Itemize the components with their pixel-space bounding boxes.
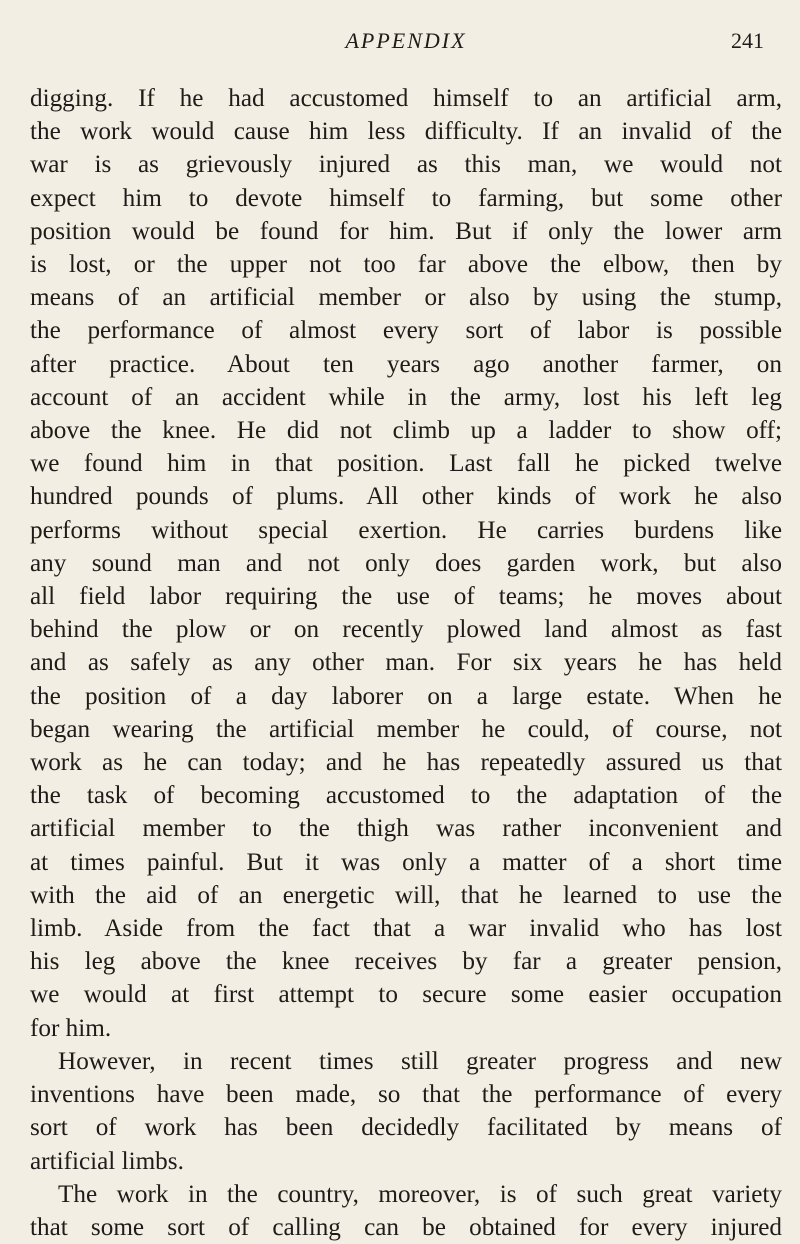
body-text (30, 82, 782, 1244)
text-line: position would be found for him. But if only the lower arm (30, 217, 782, 245)
text-line: all field labor requiring the use of teams; he moves about (30, 583, 782, 611)
paragraph-first-line: However, in recent times still greater progress and new (58, 1047, 782, 1075)
text-line: that some sort of calling can be obtained for every injured (30, 1213, 782, 1241)
text-line: the work would cause him less difficulty. If an invalid of the (30, 118, 782, 146)
text-line: the performance of almost every sort of labor is possible (30, 317, 782, 345)
page-number: 241 (731, 28, 764, 53)
text-line: hundred pounds of plums. All other kinds of work he also (30, 483, 782, 511)
text-line: for him. (30, 1014, 112, 1042)
text-line: behind the plow or on recently plowed land almost as fast (30, 616, 782, 644)
text-line: performs without special exertion. He carries burdens like (30, 516, 782, 544)
paragraph-first-line: The work in the country, moreover, is of such great variety (58, 1180, 782, 1208)
text-line: account of an accident while in the army, lost his left leg (30, 383, 782, 411)
text-line: expect him to devote himself to farming, but some other (30, 184, 782, 212)
text-line: at times painful. But it was only a matter of a short time (30, 848, 782, 876)
text-line: and as safely as any other man. For six years he has held (30, 649, 782, 677)
text-line: artificial member to the thigh was rather inconvenient and (30, 815, 782, 843)
text-line: war is as grievously injured as this man, we would not (30, 151, 782, 179)
running-head (30, 20, 782, 60)
text-line: is lost, or the upper not too far above the elbow, then by (30, 251, 782, 279)
text-line: any sound man and not only does garden work, but also (30, 549, 782, 577)
text-line: means of an artificial member or also by using the stump, (30, 284, 782, 312)
text-line: digging. If he had accustomed himself to an artificial arm, (30, 85, 782, 112)
text-line: after practice. About ten years ago another farmer, on (30, 350, 782, 378)
text-line: inventions have been made, so that the performance of every (30, 1081, 782, 1109)
text-line: the position of a day laborer on a large estate. When he (30, 682, 782, 710)
text-line: limb. Aside from the fact that a war invalid who has lost (30, 915, 782, 943)
text-line: we would at first attempt to secure some easier occupation (30, 981, 782, 1009)
text-line: the task of becoming accustomed to the adaptation of the (30, 782, 782, 810)
text-line: his leg above the knee receives by far a greater pension, (30, 948, 782, 976)
text-line: we found him in that position. Last fall he picked twelve (30, 450, 782, 478)
text-line: artificial limbs. (30, 1147, 184, 1175)
text-line: work as he can today; and he has repeatedly assured us that (30, 749, 782, 777)
text-line: above the knee. He did not climb up a ladder to show off; (30, 417, 782, 445)
running-title: APPENDIX (345, 28, 467, 53)
text-line: with the aid of an energetic will, that he learned to use the (30, 881, 782, 909)
text-line: began wearing the artificial member he could, of course, not (30, 715, 782, 743)
text-line: sort of work has been decidedly facilitated by means of (30, 1114, 782, 1142)
